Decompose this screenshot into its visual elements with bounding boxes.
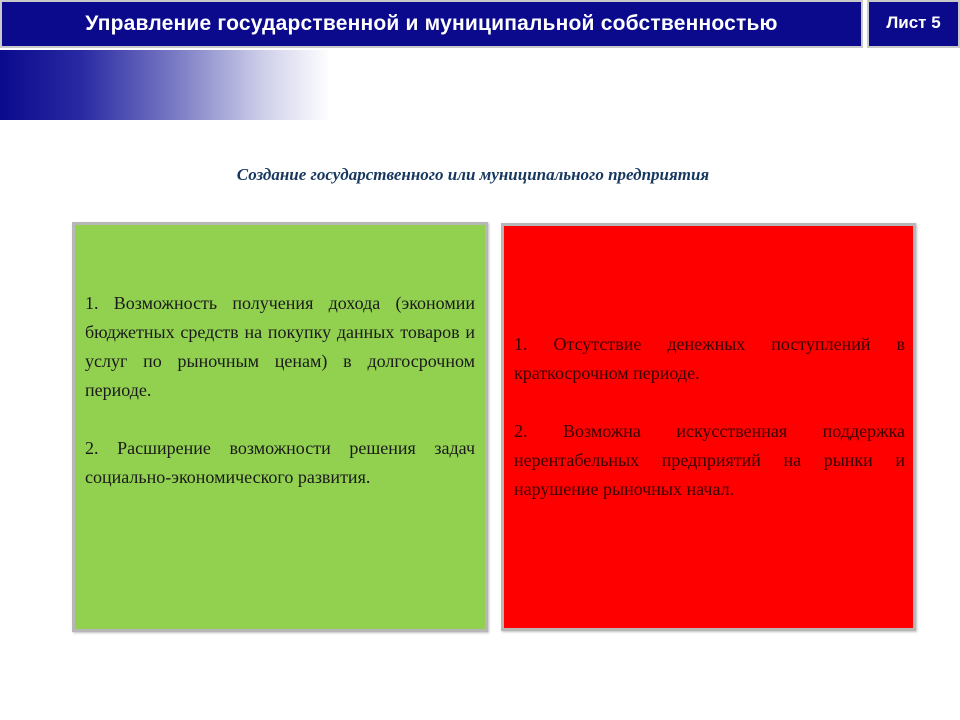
disadvantage-item: 2. Возможна искусственная поддержка нерентабельных предприятий на рынки и нарушение рыночных начал. [514,421,905,499]
slide-title: Управление государственной и муниципальной собственностью [85,12,778,35]
slide-subtitle: Создание государственного или муниципального предприятия [236,165,710,184]
disadvantages-panel [501,223,916,631]
advantage-item: 2. Расширение возможности решения задач социально-экономического развития. [85,438,475,487]
advantage-item: 1. Возможность получения дохода (экономии бюджетных средств на покупку данных товаров и услуг по рыночным ценам) в долгосрочном периоде. [85,293,475,400]
title-bar [0,0,863,48]
disadvantage-item: 1. Отсутствие денежных поступлений в краткосрочном периоде. [514,334,905,383]
decorative-gradient-band [0,50,330,120]
sheet-number-label: Лист 5 [886,13,941,32]
sheet-number-badge [867,0,960,48]
advantages-panel [72,222,488,632]
